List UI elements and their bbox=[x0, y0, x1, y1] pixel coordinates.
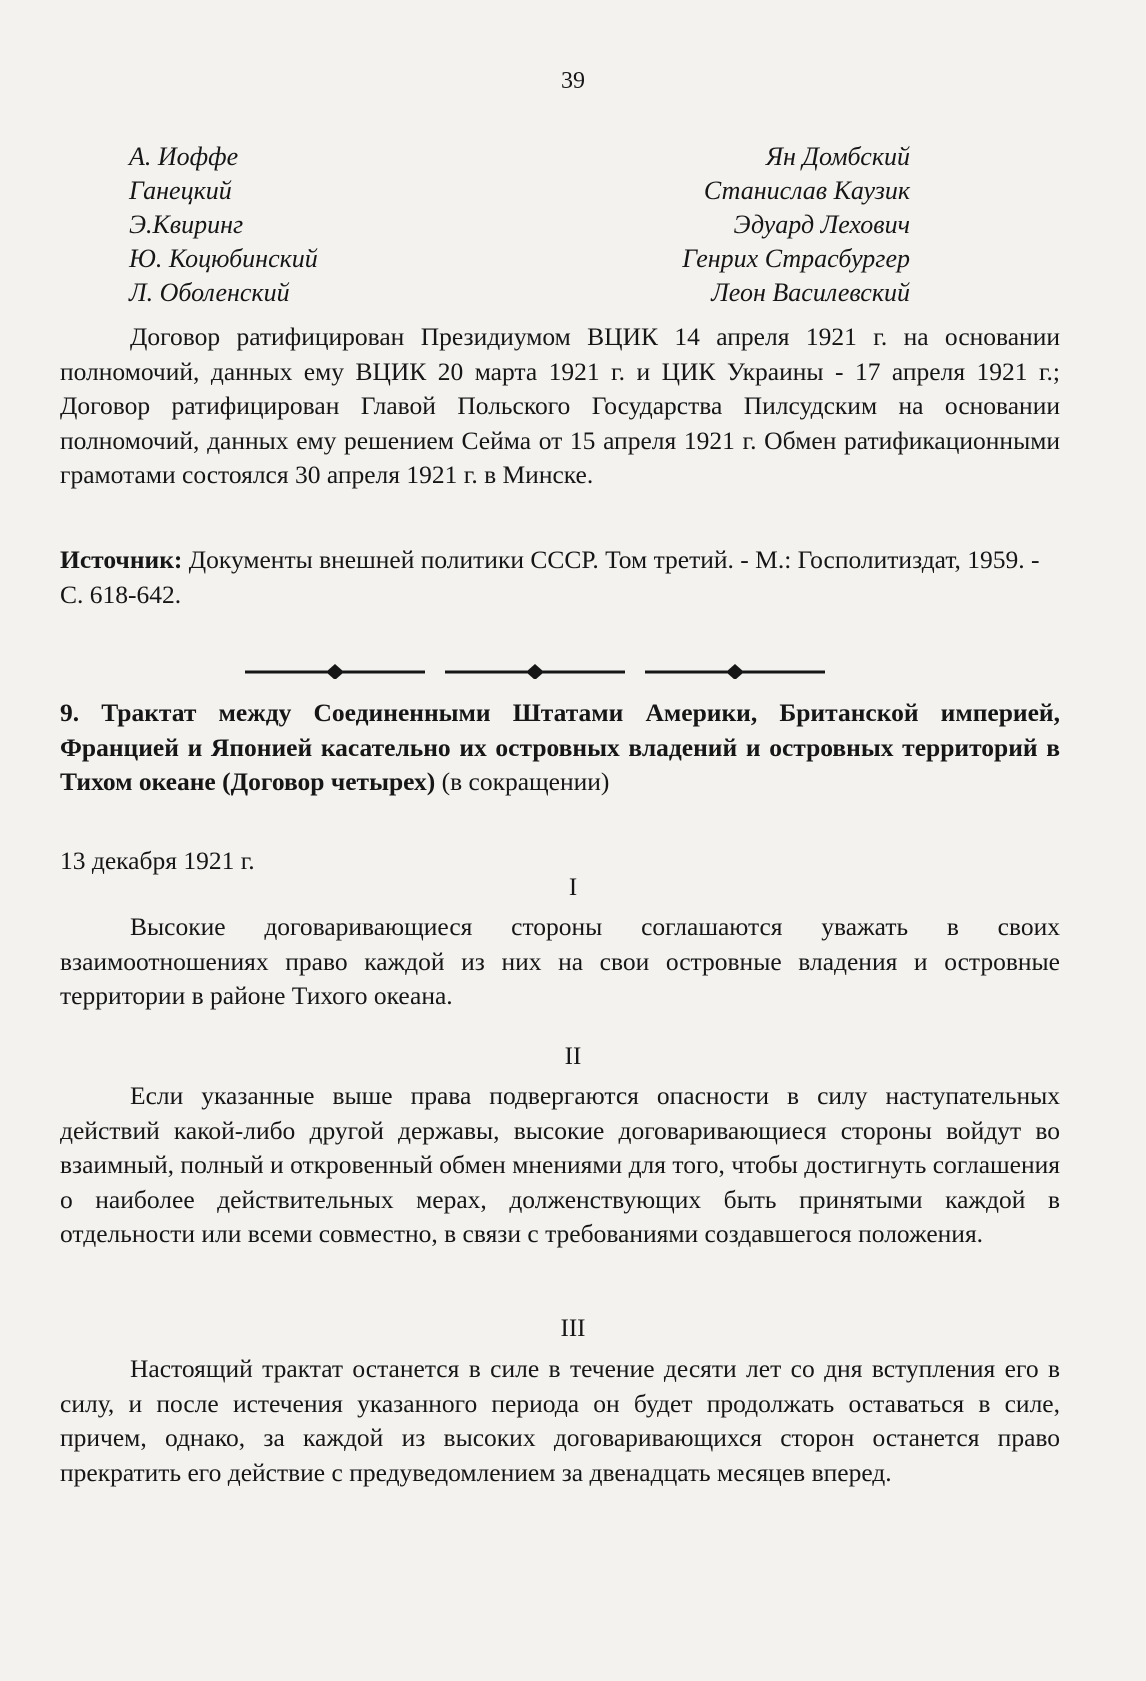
signature: Э.Квиринг bbox=[129, 210, 244, 239]
treaty-title bbox=[60, 696, 1060, 800]
section-paragraph bbox=[60, 1079, 1060, 1252]
signature: Станислав Каузик bbox=[703, 176, 910, 205]
signatures-left bbox=[129, 140, 318, 310]
page-number: 39 bbox=[561, 68, 585, 94]
section-numeral: I bbox=[568, 874, 578, 901]
signature: Ян Домбский bbox=[765, 142, 910, 171]
divider-diamond bbox=[326, 664, 344, 679]
signature: Ганецкий bbox=[129, 176, 232, 205]
source-paragraph bbox=[60, 543, 1060, 612]
signature: Леон Василевский bbox=[711, 278, 910, 307]
signature: Генрих Страсбургер bbox=[682, 244, 910, 273]
section-text: Высокие договаривающиеся стороны соглашаются уважать в своих взаимоотношениях право каждой из них на свои островные владения и островные территории в районе Тихого океана. bbox=[60, 912, 1060, 1010]
divider-diamond bbox=[726, 664, 744, 679]
source-line bbox=[60, 543, 1060, 612]
signature: Ю. Коцюбинский bbox=[129, 244, 318, 273]
section-numeral: III bbox=[560, 1315, 586, 1342]
signature: А. Иоффе bbox=[129, 142, 239, 171]
ratification-text: Договор ратифицирован Президиумом ВЦИК 14 апреля 1921 г. на основании полномочий, данных ему ВЦИК 20 марта 1921 г. и ЦИК Украины - 17 апреля 1921 г.; Договор ратифицирован Главой Польского Государства Пилсудским на основании полномочий, данных ему решением Сейма от 15 апреля 1921 г. Обмен ратификационными грамотами состоялся 30 апреля 1921 г. в Минске. bbox=[60, 322, 1060, 489]
signature: Л. Оболенский bbox=[129, 278, 290, 307]
section-paragraph bbox=[60, 1352, 1060, 1490]
treaty-title-note: (в сокращении) bbox=[435, 767, 610, 796]
section-text: Настоящий трактат останется в силе в течение десяти лет со дня вступления его в силу, и после истечения указанного периода он будет продолжать оставаться в силе, причем, однако, за каждой из высоких договаривающихся сторон останется право прекратить его действие с предуведомлением за двенадцать месяцев вперед. bbox=[60, 1354, 1060, 1487]
treaty-date: 13 декабря 1921 г. bbox=[60, 846, 255, 875]
divider-diamond bbox=[526, 664, 544, 679]
treaty-title-bold: 9. Трактат между Соединенными Штатами Америки, Британской империей, Францией и Японией касательно их островных владений и островных территорий в Тихом океане (Договор четырех) bbox=[60, 698, 1060, 796]
section-text: Если указанные выше права подвергаются опасности в силу наступательных действий какой-либо другой державы, высокие договаривающиеся стороны войдут во взаимный, полный и откровенный обмен мнениями для того, чтобы достигнуть соглашения о наиболее действительных мерах, долженствующих быть принятыми каждой в отдельности или всеми совместно, в связи с требованиями создавшегося положения. bbox=[60, 1081, 1060, 1248]
treaty-heading bbox=[60, 696, 1060, 800]
section-numeral: II bbox=[564, 1043, 582, 1070]
source-text: Документы внешней политики СССР. Том третий. - М.: Госполитиздат, 1959. - С. 618-642. bbox=[60, 545, 1040, 609]
section-paragraph bbox=[60, 910, 1060, 1014]
signature: Эдуард Лехович bbox=[733, 210, 910, 239]
signatures-right bbox=[682, 140, 910, 310]
section-divider bbox=[245, 663, 845, 679]
source-label: Источник: bbox=[60, 545, 183, 574]
ratification-paragraph bbox=[60, 320, 1060, 493]
